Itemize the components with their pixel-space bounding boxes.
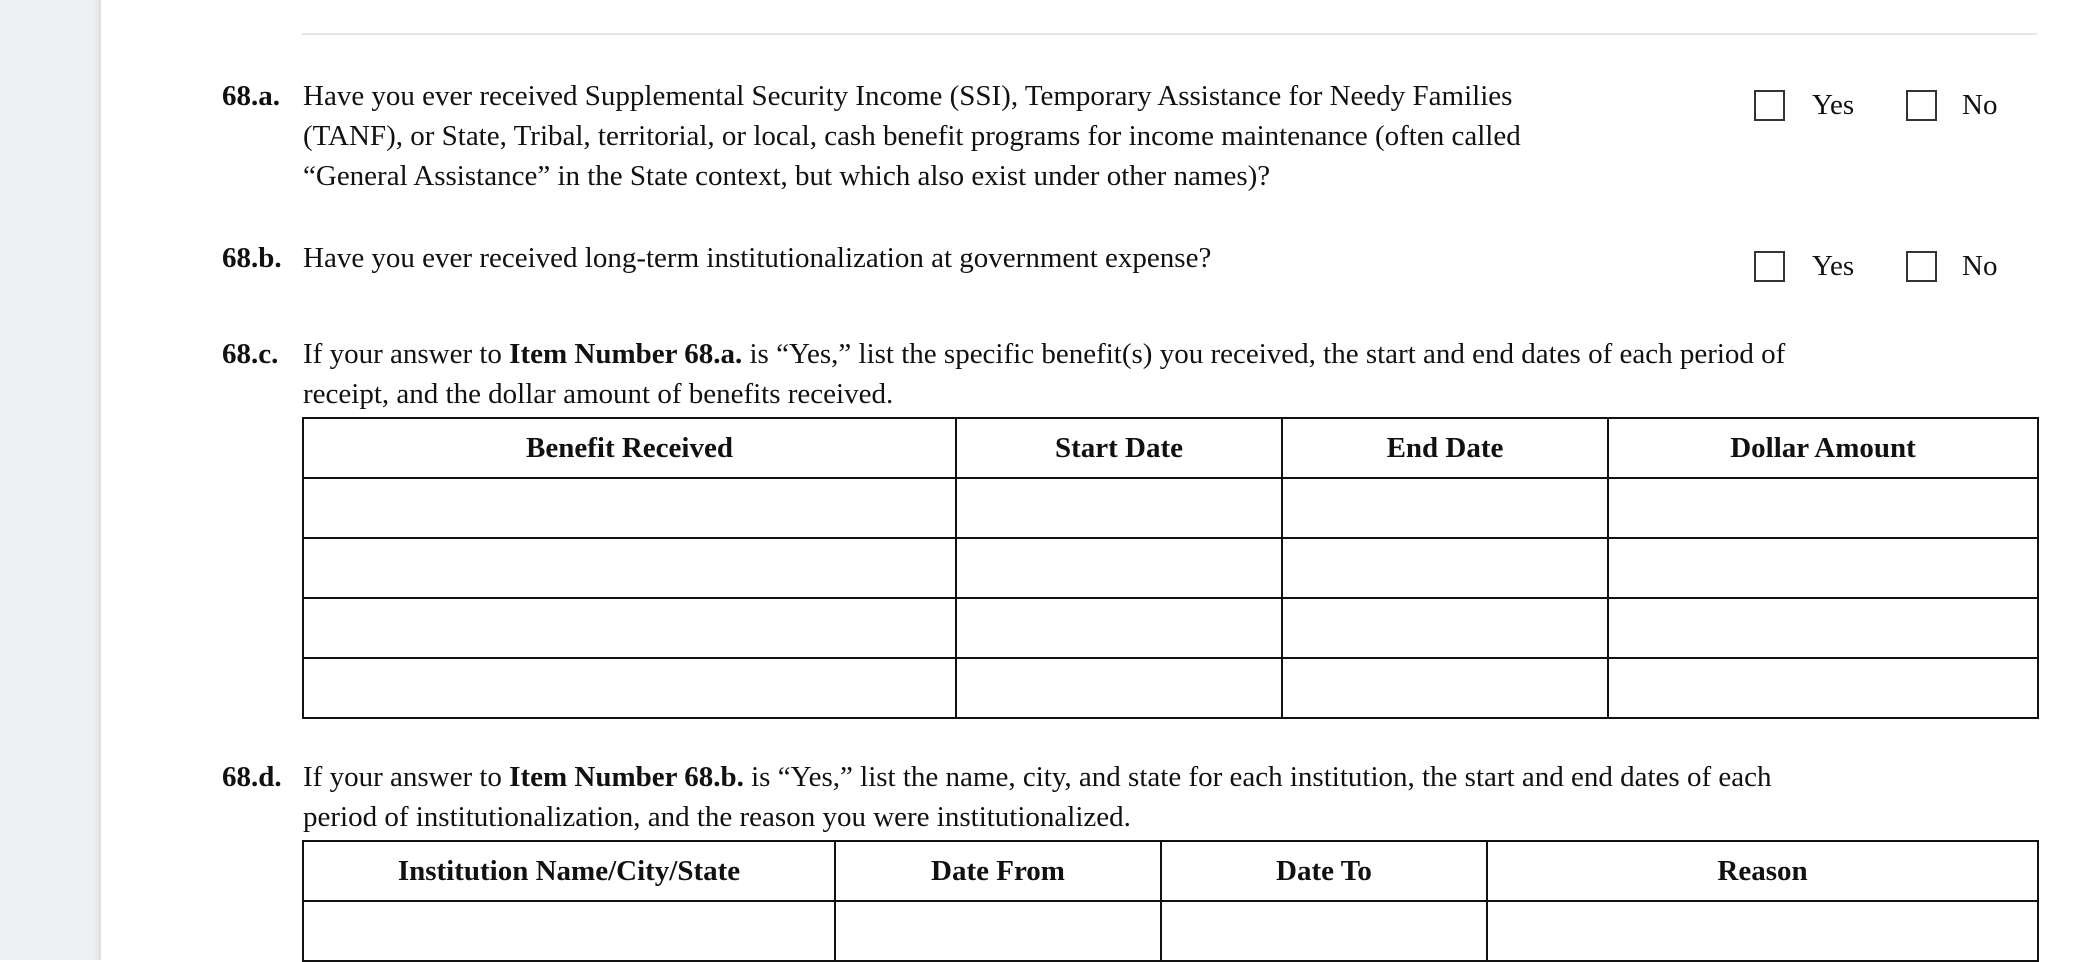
column-header-dollar-amount: Dollar Amount [1608,418,2038,478]
end-date-cell[interactable] [1282,658,1608,718]
item-question-text: Have you ever received long-term institutionalization at government expense? [303,242,1212,274]
item-number: 68.a. [222,80,280,112]
item-68a [222,76,1722,200]
item-68b [222,238,1722,278]
q68b-yes-label: Yes [1812,250,1855,282]
institution-cell[interactable] [303,901,835,961]
q68a-no-label: No [1962,89,1998,121]
q68a-no-checkbox[interactable] [1906,90,1937,121]
table-row [303,658,2038,718]
table-row [303,538,2038,598]
column-header-benefit-received: Benefit Received [303,418,956,478]
column-header-date-from: Date From [835,841,1161,901]
start-date-cell[interactable] [956,598,1282,658]
end-date-cell[interactable] [1282,598,1608,658]
table-header-row [303,418,2038,478]
q68a-yes-checkbox[interactable] [1754,90,1785,121]
start-date-cell[interactable] [956,478,1282,538]
column-header-end-date: End Date [1282,418,1608,478]
start-date-cell[interactable] [956,538,1282,598]
column-header-reason: Reason [1487,841,2038,901]
section-divider [302,33,2037,35]
item-number: 68.c. [222,338,279,370]
reason-cell[interactable] [1487,901,2038,961]
date-to-cell[interactable] [1161,901,1487,961]
institutions-table [302,840,2039,962]
item-reference: Item Number 68.a. [509,338,743,370]
start-date-cell[interactable] [956,658,1282,718]
dollar-amount-cell[interactable] [1608,478,2038,538]
end-date-cell[interactable] [1282,538,1608,598]
item-question-text: If your answer to Item Number 68.b. is “Yes,” list the name, city, and state for each institution, the start and end dates of each period of institutionalization, and the reason you were institutionalized. [303,761,1772,833]
item-number: 68.b. [222,242,282,274]
benefit-received-cell[interactable] [303,598,956,658]
item-question-text: Have you ever received Supplemental Security Income (SSI), Temporary Assistance for Needy Families (TANF), or State, Tribal, territorial, or local, cash benefit programs for income maintenance (often called “General Assistance” in the State context, but which also exist under other names)? [303,80,1521,192]
q68b-no-checkbox[interactable] [1906,251,1937,282]
table-row [303,478,2038,538]
item-68c [222,334,2037,414]
q68a-yes-label: Yes [1812,89,1855,121]
dollar-amount-cell[interactable] [1608,538,2038,598]
q68b-no-label: No [1962,250,1998,282]
viewer-left-gutter [0,0,101,960]
item-reference: Item Number 68.b. [509,761,744,793]
table-row [303,901,2038,961]
column-header-institution: Institution Name/City/State [303,841,835,901]
table-header-row [303,841,2038,901]
benefit-received-cell[interactable] [303,538,956,598]
column-header-date-to: Date To [1161,841,1487,901]
table-row [303,598,2038,658]
end-date-cell[interactable] [1282,478,1608,538]
item-number: 68.d. [222,761,282,793]
item-question-text: If your answer to Item Number 68.a. is “Yes,” list the specific benefit(s) you received, the start and end dates of each period of receipt, and the dollar amount of benefits received. [303,338,1786,410]
benefit-received-cell[interactable] [303,478,956,538]
benefit-received-cell[interactable] [303,658,956,718]
column-header-start-date: Start Date [956,418,1282,478]
q68b-yes-checkbox[interactable] [1754,251,1785,282]
dollar-amount-cell[interactable] [1608,598,2038,658]
item-68d [222,757,2037,837]
dollar-amount-cell[interactable] [1608,658,2038,718]
benefits-table [302,417,2039,719]
date-from-cell[interactable] [835,901,1161,961]
